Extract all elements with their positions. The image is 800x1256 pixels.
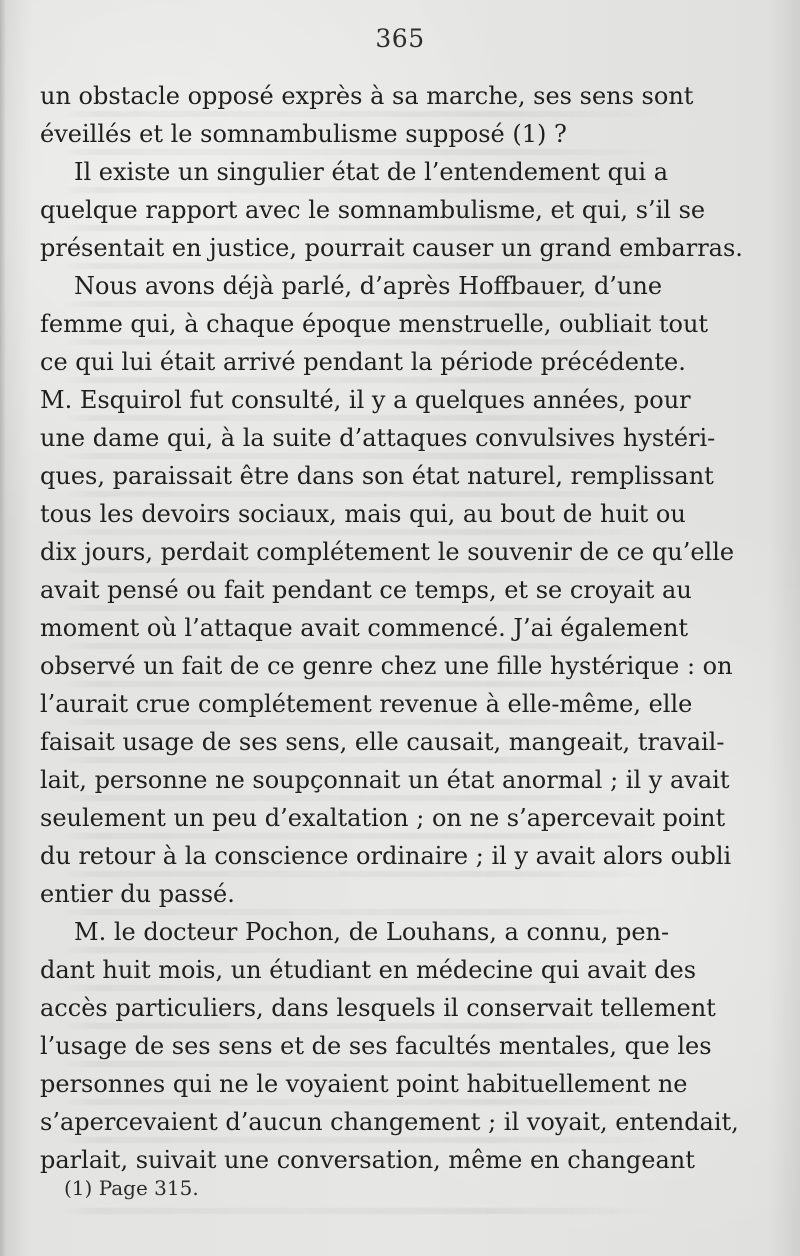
- text-line: Il existe un singulier état de l’entendement qui a: [74, 158, 669, 186]
- text-line: tous les devoirs sociaux, mais qui, au bout de huit ou: [40, 500, 686, 528]
- text-line: parlait, suivait une conversation, même en changeant: [40, 1146, 695, 1174]
- text-line: dant huit mois, un étudiant en médecine qui avait des: [40, 956, 697, 984]
- text-line: dix jours, perdait complétement le souvenir de ce qu’elle: [40, 538, 735, 566]
- text-line: ques, paraissait être dans son état naturel, remplissant: [40, 462, 714, 490]
- text-line: ce qui lui était arrivé pendant la période précédente.: [40, 348, 686, 376]
- footnote-divider: [44, 1158, 134, 1159]
- text-line: observé un fait de ce genre chez une fille hystérique : on: [40, 652, 733, 680]
- text-line: s’apercevaient d’aucun changement ; il voyait, entendait,: [40, 1108, 739, 1136]
- text-line: une dame qui, à la suite d’attaques convulsives hystéri-: [40, 424, 716, 452]
- text-line: du retour à la conscience ordinaire ; il y avait alors oubli: [40, 842, 732, 870]
- text-line: Nous avons déjà parlé, d’après Hoffbauer, d’une: [74, 272, 663, 300]
- text-line: l’aurait crue complétement revenue à elle-même, elle: [40, 690, 693, 718]
- text-line: personnes qui ne le voyaient point habituellement ne: [40, 1070, 688, 1098]
- body-text: [40, 77, 743, 1179]
- text-line: lait, personne ne soupçonnait un état anormal ; il y avait: [40, 766, 730, 794]
- text-line: présentait en justice, pourrait causer un grand embarras.: [40, 234, 743, 262]
- text-line: femme qui, à chaque époque menstruelle, oubliait tout: [40, 310, 709, 338]
- text-line: faisait usage de ses sens, elle causait, mangeait, travail-: [40, 728, 725, 756]
- text-line: moment où l’attaque avait commencé. J’ai également: [40, 614, 689, 642]
- page-number: 365: [375, 24, 425, 53]
- footnote: (1) Page 315.: [64, 1176, 199, 1200]
- text-line: éveillés et le somnambulisme supposé (1) ?: [40, 120, 567, 148]
- page-edge-shadow: [0, 0, 6, 1256]
- text-line: quelque rapport avec le somnambulisme, et qui, s’il se: [40, 196, 706, 224]
- text-line: accès particuliers, dans lesquels il conservait tellement: [40, 994, 716, 1022]
- text-line: avait pensé ou fait pendant ce temps, et se croyait au: [40, 576, 692, 604]
- text-line: M. le docteur Pochon, de Louhans, a connu, pen-: [74, 918, 670, 946]
- text-line: l’usage de ses sens et de ses facultés mentales, que les: [40, 1032, 712, 1060]
- text-line: un obstacle opposé exprès à sa marche, ses sens sont: [40, 82, 694, 110]
- text-line: M. Esquirol fut consulté, il y a quelques années, pour: [40, 386, 691, 414]
- text-line: entier du passé.: [40, 880, 235, 908]
- text-line: seulement un peu d’exaltation ; on ne s’apercevait point: [40, 804, 726, 832]
